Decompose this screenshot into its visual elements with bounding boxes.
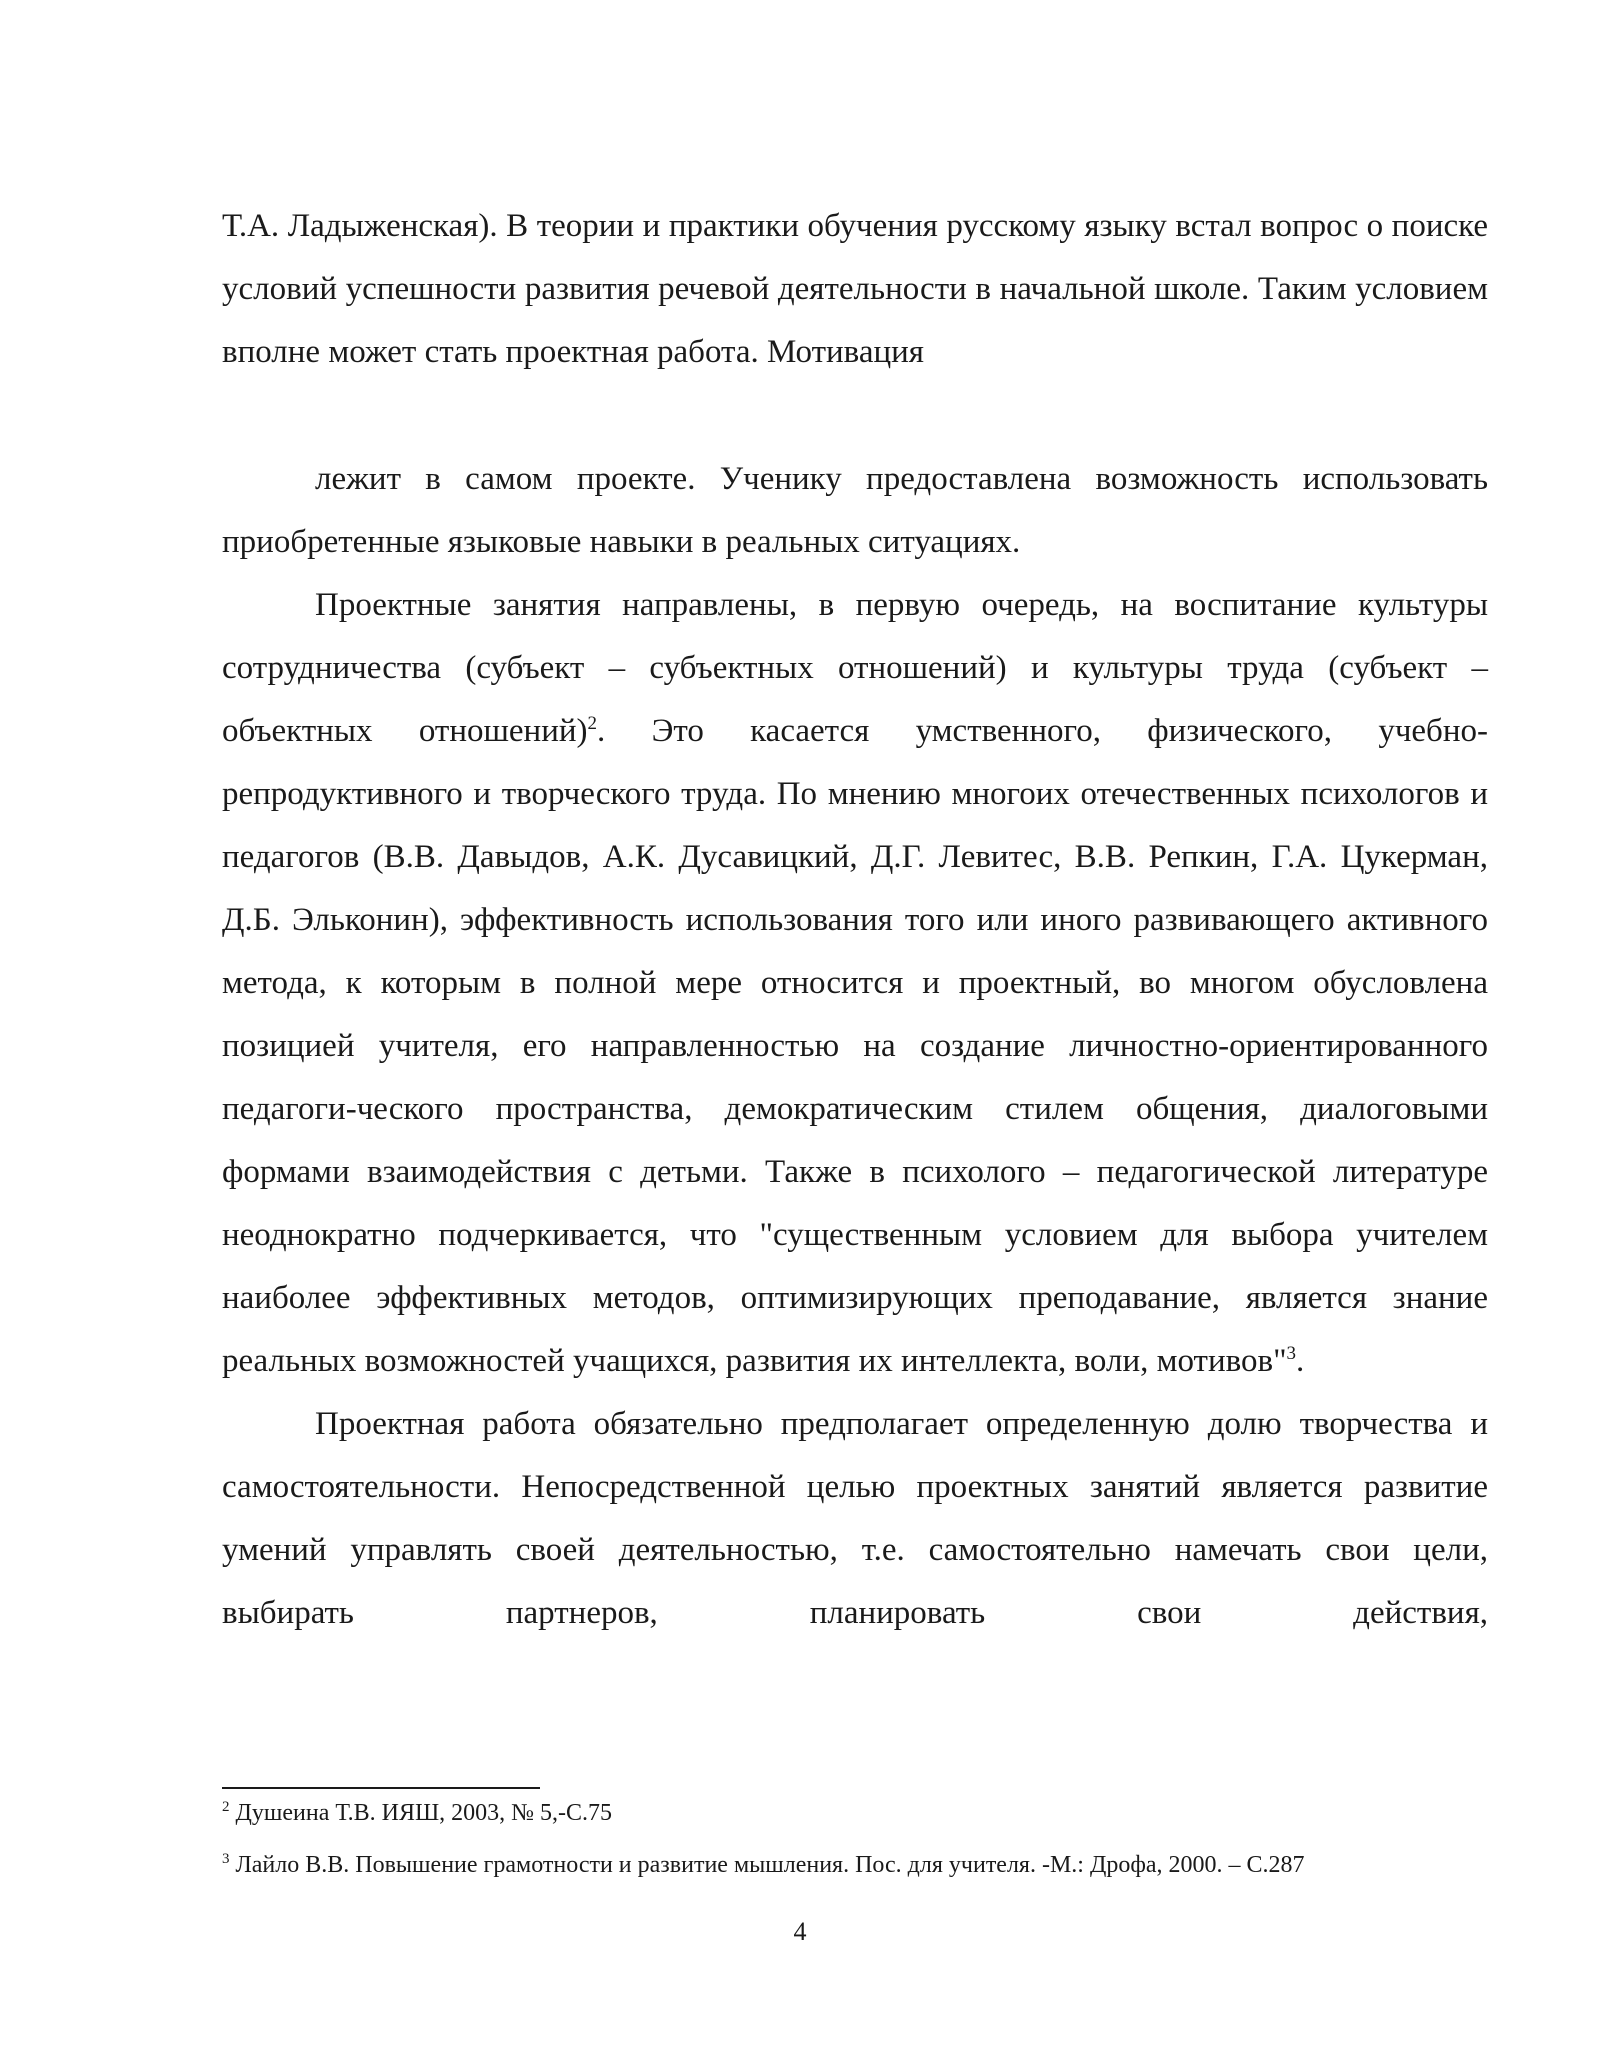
paragraph-3: [222, 574, 1488, 1393]
body-text-top: [222, 195, 1488, 384]
footnote-text: Душеина Т.В. ИЯШ, 2003, № 5,-С.75: [229, 1800, 613, 1826]
footnote-separator: [222, 1787, 540, 1789]
paragraph-1: Т.А. Ладыженская). В теории и практики обучения русскому языку встал вопрос о поиске условий успешности развития речевой деятельности в начальной школе. Таким условием вполне может стать проектная работа. Мотивация: [222, 208, 1488, 370]
footnote-text: Лайло В.В. Повышение грамотности и развитие мышления. Пос. для учителя. -М.: Дрофа, 2000. – С.287: [229, 1852, 1305, 1878]
footnote-ref-3: 3: [1286, 1343, 1297, 1364]
paragraph-3-part-2: . Это касается умственного, физического, учебно-репродуктивного и творческого труда. По мнению многоих отечественных психологов и педагогов (В.В. Давыдов, А.К. Дусавицкий, Д.Г. Левитес, В.В. Репкин, Г.А. Цукерман, Д.Б. Эльконин), эффективность использования того или иного развивающего активного метода, к которым в полной мере относится и проектный, во многом обусловлена позицией учителя, его направленностью на создание личностно-ориентированного педагоги-ческого пространства, демократическим стилем общения, диалоговыми формами взаимодействия с детьми. Также в психолого – педагогической литературе неоднократно подчеркивается, что "существенным условием для выбора учителем наиболее эффективных методов, оптимизирующих преподавание, является знание реальных возможностей учащихся, развития их интеллекта, воли, мотивов": [222, 713, 1488, 1379]
paragraph-3-part-1: Проектные занятия направлены, в первую очередь, на воспитание культуры сотрудничества (субъект – субъектных отношений) и культуры труда (субъект – объектных отношений): [222, 587, 1488, 749]
footnote-2: [222, 1797, 1488, 1829]
paragraph-4: Проектная работа обязательно предполагает определенную долю творчества и самостоятельности. Непосредственной целью проектных занятий является развитие умений управлять своей деятельностью, т.е. самостоятельно намечать свои цели, выбирать партнеров, планировать свои действия,: [222, 1406, 1488, 1631]
paragraph-2: лежит в самом проекте. Ученику предоставлена возможность использовать приобретенные языковые навыки в реальных ситуациях.: [222, 461, 1488, 560]
footnote-mark: 2: [222, 1799, 230, 1815]
page-number: 4: [793, 1917, 807, 1946]
paragraph-3-end: .: [1296, 1343, 1305, 1379]
footnotes: [222, 1797, 1488, 1901]
body-text-main: [222, 448, 1488, 1645]
footnote-3: [222, 1849, 1488, 1881]
footnote-ref-2: 2: [587, 713, 598, 734]
footnote-mark: 3: [222, 1851, 230, 1867]
